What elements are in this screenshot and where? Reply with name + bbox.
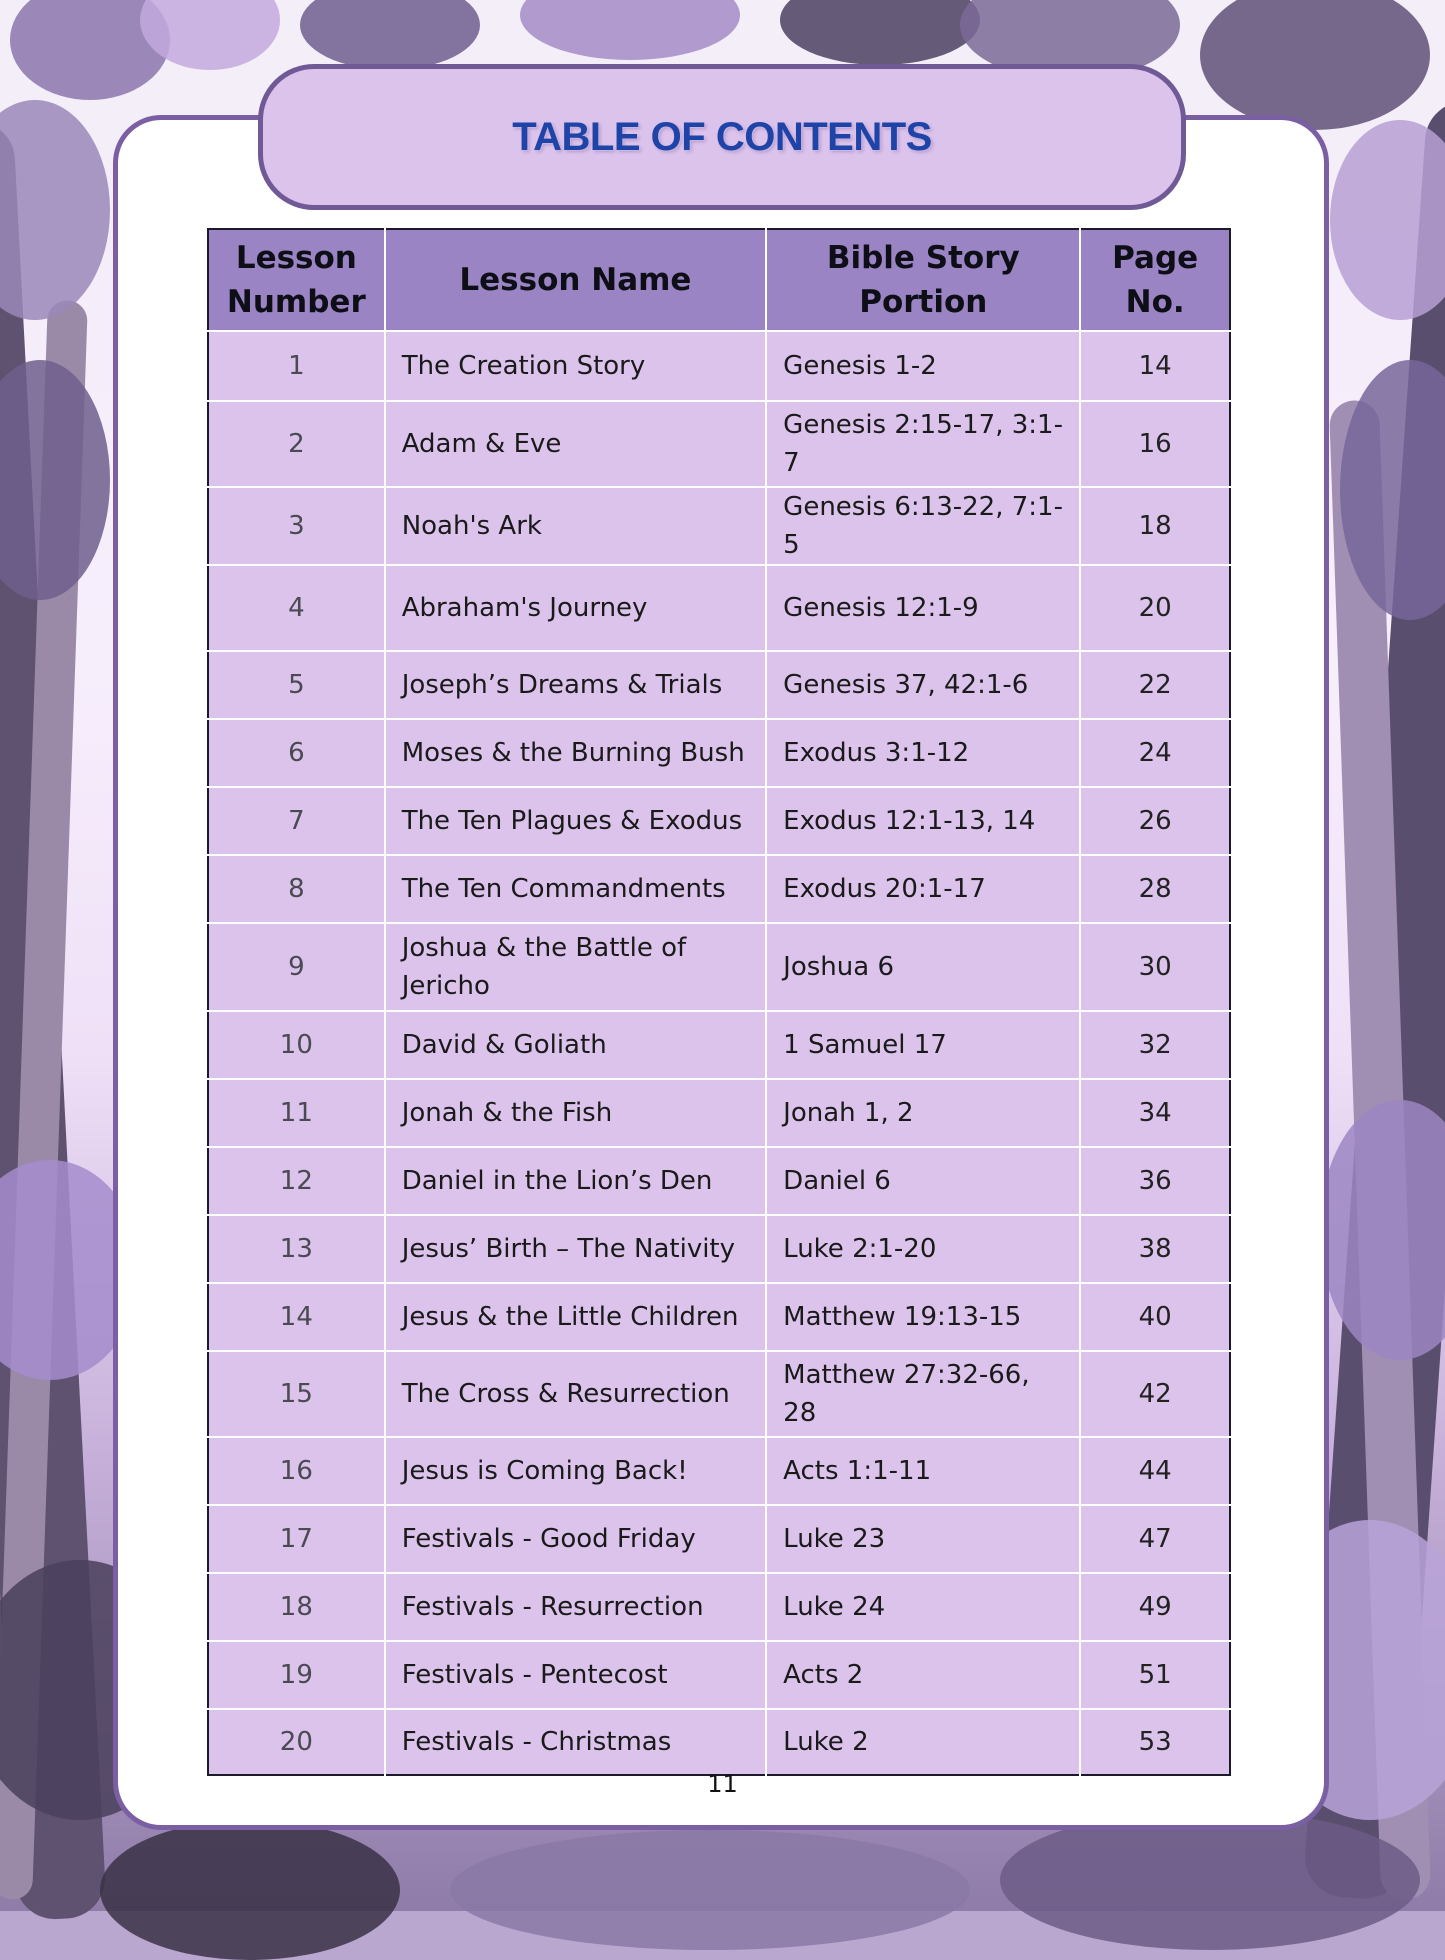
lesson-number-cell: 11 — [208, 1079, 385, 1147]
foliage-decoration — [1000, 1810, 1420, 1950]
table-row — [208, 1573, 1230, 1641]
bible-portion-cell: Joshua 6 — [766, 923, 1080, 1011]
page-number-footer: 11 — [707, 1770, 738, 1798]
lesson-number-cell: 9 — [208, 923, 385, 1011]
lesson-name-cell: Daniel in the Lion’s Den — [385, 1147, 766, 1215]
foliage-decoration — [450, 1830, 970, 1950]
table-row — [208, 923, 1230, 1011]
lesson-name-cell: Festivals - Resurrection — [385, 1573, 766, 1641]
bible-portion-cell: Genesis 6:13-22, 7:1-5 — [766, 487, 1080, 565]
page-number-cell: 14 — [1080, 331, 1230, 401]
title-banner — [258, 64, 1186, 210]
table-row — [208, 401, 1230, 487]
page-number-cell: 44 — [1080, 1437, 1230, 1505]
header-portion-line2: Portion — [859, 284, 988, 320]
table-header-row — [208, 229, 1230, 331]
lesson-name-cell: Joshua & the Battle of Jericho — [385, 923, 766, 1011]
table-row — [208, 651, 1230, 719]
lesson-name-cell: Jesus & the Little Children — [385, 1283, 766, 1351]
page-number-cell: 30 — [1080, 923, 1230, 1011]
page-number-cell: 34 — [1080, 1079, 1230, 1147]
table-row — [208, 1079, 1230, 1147]
header-page-line2: No. — [1125, 284, 1185, 320]
lesson-name-cell: Jesus is Coming Back! — [385, 1437, 766, 1505]
header-lesson-number — [208, 229, 385, 331]
lesson-number-cell: 5 — [208, 651, 385, 719]
lesson-number-cell: 3 — [208, 487, 385, 565]
header-page-line1: Page — [1112, 240, 1199, 276]
page-number-cell: 16 — [1080, 401, 1230, 487]
lesson-name-cell: Jesus’ Birth – The Nativity — [385, 1215, 766, 1283]
page-number-cell: 26 — [1080, 787, 1230, 855]
lesson-number-cell: 1 — [208, 331, 385, 401]
table-row — [208, 1215, 1230, 1283]
bible-portion-cell: Genesis 37, 42:1-6 — [766, 651, 1080, 719]
lesson-number-cell: 12 — [208, 1147, 385, 1215]
page-title: TABLE OF CONTENTS — [512, 114, 932, 159]
bible-portion-cell: Acts 1:1-11 — [766, 1437, 1080, 1505]
bible-portion-cell: Genesis 12:1-9 — [766, 565, 1080, 651]
page-number-cell: 38 — [1080, 1215, 1230, 1283]
table-row — [208, 1147, 1230, 1215]
lesson-number-cell: 20 — [208, 1709, 385, 1775]
page-number-cell: 28 — [1080, 855, 1230, 923]
table-row — [208, 331, 1230, 401]
bible-portion-cell: Exodus 3:1-12 — [766, 719, 1080, 787]
page-number-cell: 51 — [1080, 1641, 1230, 1709]
bible-portion-cell: Luke 23 — [766, 1505, 1080, 1573]
lesson-number-cell: 6 — [208, 719, 385, 787]
bible-portion-cell: Genesis 2:15-17, 3:1-7 — [766, 401, 1080, 487]
table-row — [208, 487, 1230, 565]
bible-portion-cell: Acts 2 — [766, 1641, 1080, 1709]
foliage-decoration — [100, 1820, 400, 1960]
table-row — [208, 719, 1230, 787]
bible-portion-cell: Luke 2 — [766, 1709, 1080, 1775]
header-lesson-name — [385, 229, 766, 331]
table-row — [208, 565, 1230, 651]
lesson-number-cell: 8 — [208, 855, 385, 923]
bible-portion-cell: Luke 24 — [766, 1573, 1080, 1641]
lesson-name-cell: Festivals - Christmas — [385, 1709, 766, 1775]
header-lesson-number-line1: Lesson — [235, 240, 357, 276]
lesson-name-cell: The Ten Plagues & Exodus — [385, 787, 766, 855]
lesson-name-cell: The Creation Story — [385, 331, 766, 401]
lesson-number-cell: 17 — [208, 1505, 385, 1573]
page-number-cell: 53 — [1080, 1709, 1230, 1775]
bible-portion-cell: Exodus 20:1-17 — [766, 855, 1080, 923]
table-row — [208, 787, 1230, 855]
table-row — [208, 1641, 1230, 1709]
lesson-number-cell: 7 — [208, 787, 385, 855]
lesson-name-cell: David & Goliath — [385, 1011, 766, 1079]
lesson-number-cell: 15 — [208, 1351, 385, 1437]
bible-portion-cell: Exodus 12:1-13, 14 — [766, 787, 1080, 855]
bible-portion-cell: Jonah 1, 2 — [766, 1079, 1080, 1147]
lesson-name-cell: Noah's Ark — [385, 487, 766, 565]
lesson-name-cell: Moses & the Burning Bush — [385, 719, 766, 787]
page-number-cell: 40 — [1080, 1283, 1230, 1351]
bible-portion-cell: Luke 2:1-20 — [766, 1215, 1080, 1283]
table-row — [208, 1709, 1230, 1775]
page-number-cell: 36 — [1080, 1147, 1230, 1215]
lesson-name-cell: Festivals - Good Friday — [385, 1505, 766, 1573]
page-number-cell: 49 — [1080, 1573, 1230, 1641]
bible-portion-cell: Matthew 27:32-66, 28 — [766, 1351, 1080, 1437]
header-lesson-number-line2: Number — [226, 284, 366, 320]
page-number-cell: 42 — [1080, 1351, 1230, 1437]
bible-portion-cell: Genesis 1-2 — [766, 331, 1080, 401]
page-number-cell: 32 — [1080, 1011, 1230, 1079]
header-lesson-name-label: Lesson Name — [459, 262, 692, 298]
page-number-cell: 18 — [1080, 487, 1230, 565]
page-number-cell: 20 — [1080, 565, 1230, 651]
page-number-cell: 24 — [1080, 719, 1230, 787]
lesson-name-cell: Jonah & the Fish — [385, 1079, 766, 1147]
lesson-number-cell: 19 — [208, 1641, 385, 1709]
table-row — [208, 855, 1230, 923]
lesson-name-cell: Joseph’s Dreams & Trials — [385, 651, 766, 719]
lesson-name-cell: Adam & Eve — [385, 401, 766, 487]
lesson-number-cell: 10 — [208, 1011, 385, 1079]
lesson-name-cell: The Ten Commandments — [385, 855, 766, 923]
page-number-cell: 22 — [1080, 651, 1230, 719]
header-bible-story-portion — [766, 229, 1080, 331]
bible-portion-cell: Matthew 19:13-15 — [766, 1283, 1080, 1351]
lesson-name-cell: Festivals - Pentecost — [385, 1641, 766, 1709]
lesson-number-cell: 14 — [208, 1283, 385, 1351]
lesson-number-cell: 4 — [208, 565, 385, 651]
lesson-number-cell: 18 — [208, 1573, 385, 1641]
bible-portion-cell: Daniel 6 — [766, 1147, 1080, 1215]
header-portion-line1: Bible Story — [826, 240, 1020, 276]
page-number-cell: 47 — [1080, 1505, 1230, 1573]
table-of-contents — [207, 228, 1231, 1776]
table-row — [208, 1283, 1230, 1351]
lesson-name-cell: The Cross & Resurrection — [385, 1351, 766, 1437]
table-row — [208, 1011, 1230, 1079]
header-page-number — [1080, 229, 1230, 331]
table-row — [208, 1437, 1230, 1505]
lesson-number-cell: 2 — [208, 401, 385, 487]
table-row — [208, 1351, 1230, 1437]
table-row — [208, 1505, 1230, 1573]
lesson-number-cell: 13 — [208, 1215, 385, 1283]
lesson-number-cell: 16 — [208, 1437, 385, 1505]
lesson-name-cell: Abraham's Journey — [385, 565, 766, 651]
bible-portion-cell: 1 Samuel 17 — [766, 1011, 1080, 1079]
